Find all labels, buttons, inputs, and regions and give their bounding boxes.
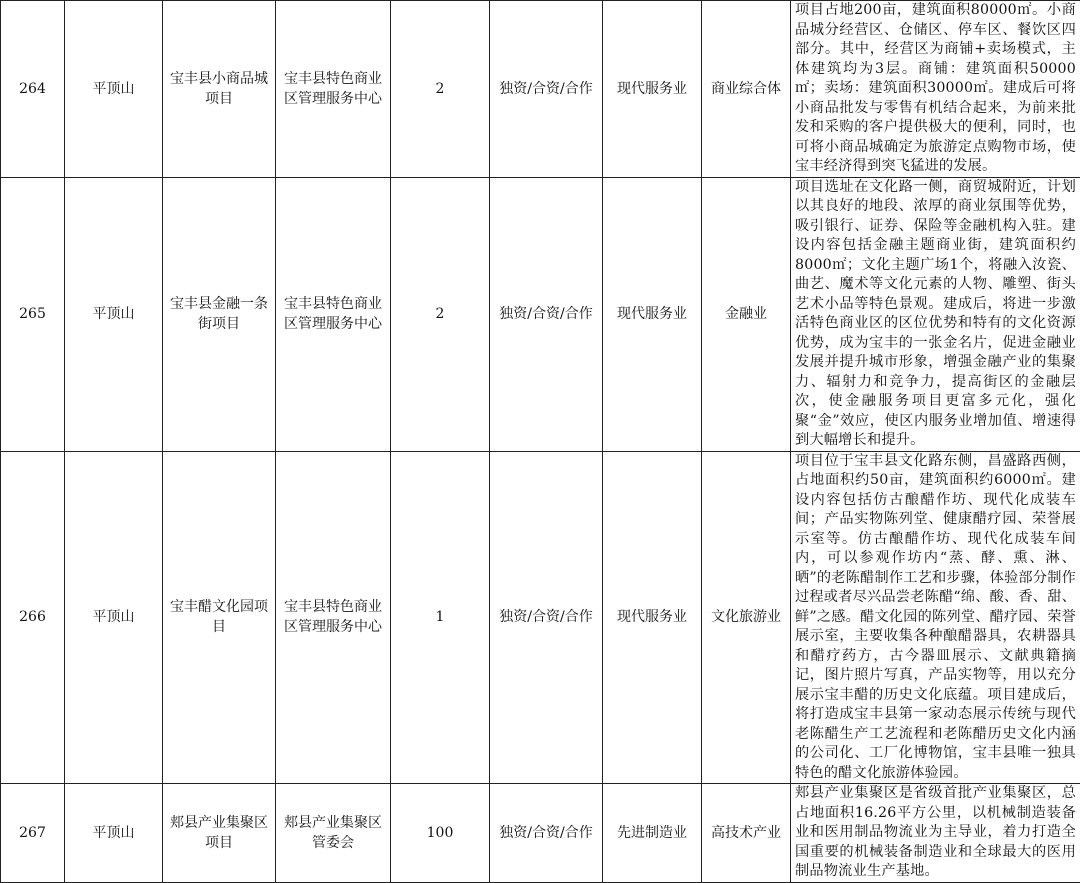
- table-row: [1, 451, 1080, 784]
- city-cell: 平顶山: [65, 177, 163, 451]
- responsible-unit-cell: 宝丰县特色商业区管理服务中心: [276, 177, 391, 451]
- description-cell: 项目占地200亩，建筑面积80000㎡。小商品城分经营区、仓储区、停车区、餐饮区四部分。其中，经营区为商铺+卖场模式，主体建筑均为3层。商铺：建筑面积50000㎡；卖场：建筑面积30000㎡。建成后可将小商品批发与零售有机结合起来，为前来批发和采购的客户提供极大的便利，同时，也可将小商品城确定为旅游定点购物市场，使宝丰经济得到突飞猛进的发展。: [791, 1, 1080, 178]
- cooperation-mode-cell: 独资/合资/合作: [490, 177, 603, 451]
- sector-cell: 现代服务业: [603, 451, 702, 784]
- project-name-cell: 宝丰醋文化园项目: [163, 451, 276, 784]
- row-number: 264: [1, 1, 65, 178]
- cooperation-mode-cell: 独资/合资/合作: [490, 1, 603, 178]
- city-cell: 平顶山: [65, 784, 163, 883]
- category-cell: 文化旅游业: [702, 451, 791, 784]
- category-cell: 商业综合体: [702, 1, 791, 178]
- table-row: [1, 1, 1080, 178]
- project-name-cell: 宝丰县小商品城项目: [163, 1, 276, 178]
- description-cell: 郏县产业集聚区是省级首批产业集聚区，总占地面积16.26平方公里，以机械制造装备业和医用制品物流业为主导业，着力打造全国重要的机械装备制造业和全球最大的医用制品物流业生产基地。: [791, 784, 1080, 883]
- investment-cell: 2: [391, 1, 490, 178]
- investment-cell: 100: [391, 784, 490, 883]
- table-row: [1, 177, 1080, 451]
- description-cell: 项目位于宝丰县文化路东侧，昌盛路西侧，占地面积约50亩，建筑面积约6000㎡。建设内容包括仿古酿醋作坊、现代化成装车间；产品实物陈列堂、健康醋疗园、荣誉展示室等。仿古酿醋作坊、现代化成装车间内，可以参观作坊内“蒸、酵、熏、淋、晒”的老陈醋制作工艺和步骤，体验部分制作过程或者尽兴品尝老陈醋“绵、酸、香、甜、鲜”之感。醋文化园的陈列堂、醋疗园、荣誉展示室，主要收集各种酿醋器具，农耕器具和醋疗药方，古今器皿展示、文献典籍摘记，图片照片写真，产品实物等，用以充分展示宝丰醋的历史文化底蕴。项目建成后，将打造成宝丰县第一家动态展示传统与现代老陈醋生产工艺流程和老陈醋历史文化内涵的公司化、工厂化博物馆，宝丰县唯一独具特色的醋文化旅游体验园。: [791, 451, 1080, 784]
- project-name-cell: 宝丰县金融一条街项目: [163, 177, 276, 451]
- project-name-cell: 郏县产业集聚区项目: [163, 784, 276, 883]
- description-cell: 项目选址在文化路一侧，商贸城附近，计划以其良好的地段、浓厚的商业氛围等优势，吸引银行、证券、保险等金融机构入驻。建设内容包括金融主题商业街，建筑面积约8000㎡；文化主题广场1个，将融入汝瓷、曲艺、魔术等文化元素的人物、雕塑、街头艺术小品等特色景观。建成后，将进一步激活特色商业区的区位优势和特有的文化资源优势，成为宝丰的一张金名片，促进金融业发展并提升城市形象，增强金融产业的集聚力、辐射力和竞争力，提高街区的金融层次，使金融服务项目更富多元化，强化聚“金”效应，使区内服务业增加值、增速得到大幅增长和提升。: [791, 177, 1080, 451]
- sector-cell: 现代服务业: [603, 177, 702, 451]
- responsible-unit-cell: 宝丰县特色商业区管理服务中心: [276, 451, 391, 784]
- sector-cell: 现代服务业: [603, 1, 702, 178]
- responsible-unit-cell: 郏县产业集聚区管委会: [276, 784, 391, 883]
- category-cell: 高技术产业: [702, 784, 791, 883]
- cooperation-mode-cell: 独资/合资/合作: [490, 784, 603, 883]
- row-number: 267: [1, 784, 65, 883]
- city-cell: 平顶山: [65, 451, 163, 784]
- sector-cell: 先进制造业: [603, 784, 702, 883]
- category-cell: 金融业: [702, 177, 791, 451]
- investment-cell: 1: [391, 451, 490, 784]
- row-number: 265: [1, 177, 65, 451]
- investment-cell: 2: [391, 177, 490, 451]
- cooperation-mode-cell: 独资/合资/合作: [490, 451, 603, 784]
- responsible-unit-cell: 宝丰县特色商业区管理服务中心: [276, 1, 391, 178]
- row-number: 266: [1, 451, 65, 784]
- city-cell: 平顶山: [65, 1, 163, 178]
- table-row: [1, 784, 1080, 883]
